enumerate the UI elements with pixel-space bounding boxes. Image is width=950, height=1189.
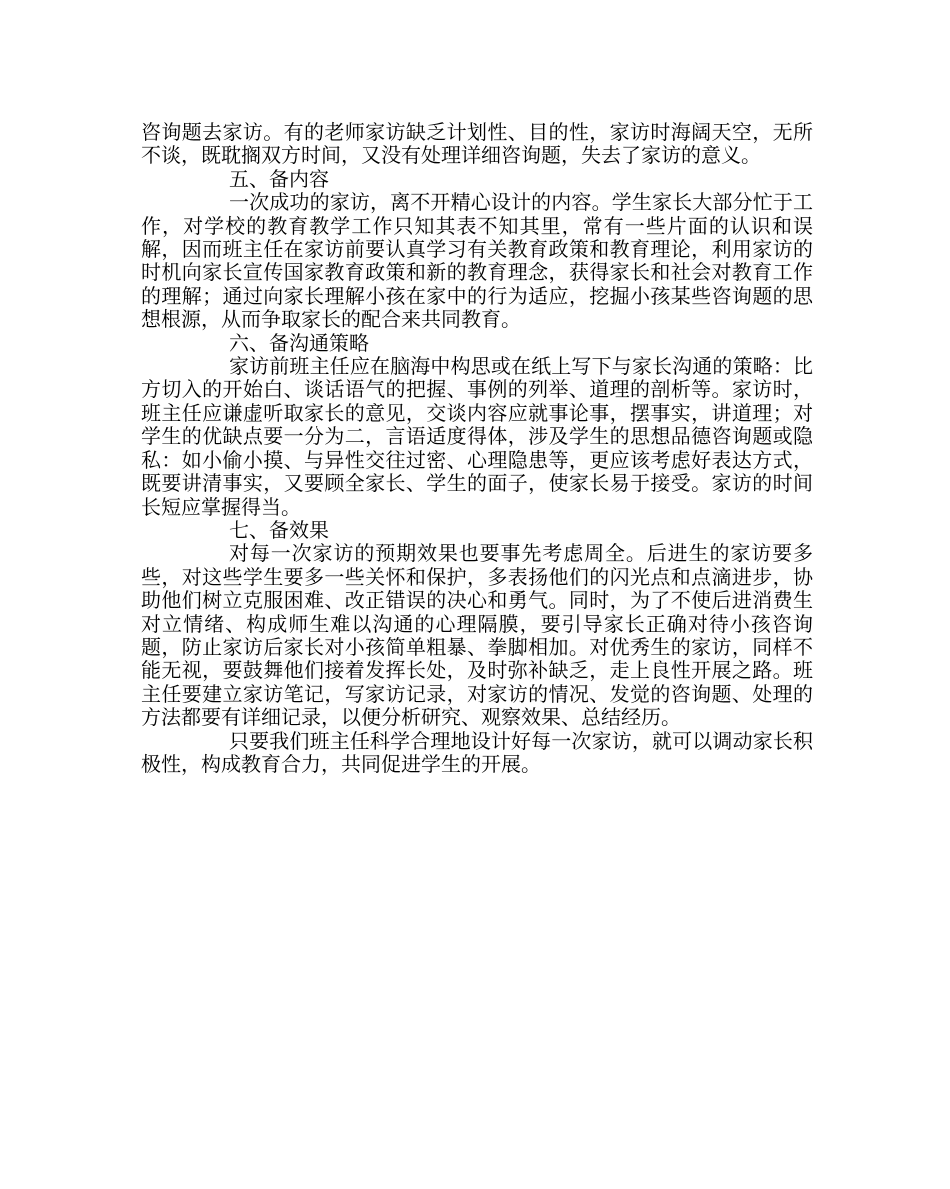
paragraph-conclusion: 只要我们班主任科学合理地设计好每一次家访，就可以调动家长积极性，构成教育合力，共同促进学生的开展。: [141, 728, 813, 776]
paragraph-continued: 咨询题去家访。有的老师家访缺乏计划性、目的性，家访时海阔天空，无所不谈，既耽搁双方时间，又没有处理详细咨询题，失去了家访的意义。: [141, 120, 813, 168]
section-heading-content: 五、备内容: [229, 166, 329, 191]
section-heading-communication: 六、备沟通策略: [229, 330, 369, 355]
paragraph-effect: 对每一次家访的预期效果也要事先考虑周全。后进生的家访要多些，对这些学生要多一些关怀和保护，多表扬他们的闪光点和点滴进步，协助他们树立克服困难、改正错误的决心和勇气。同时，为了不使后进消费生对立情绪、构成师生难以沟通的心理隔膜，要引导家长正确对待小孩咨询题，防止家访后家长对小孩简单粗暴、拳脚相加。对优秀生的家访，同样不能无视，要鼓舞他们接着发挥长处，及时弥补缺乏，走上良性开展之路。班主任要建立家访笔记，写家访记录，对家访的情况、发觉的咨询题、处理的方法都要有详细记录，以便分析研究、观察效果、总结经历。: [141, 541, 813, 730]
paragraph-communication: 家访前班主任应在脑海中构思或在纸上写下与家长沟通的策略：比方切入的开始白、谈话语气的把握、事例的列举、道理的剖析等。家访时，班主任应谦虚听取家长的意见，交谈内容应就事论事，摆事实，讲道理；对学生的优缺点要一分为二，言语适度得体，涉及学生的思想品德咨询题或隐私：如小偷小摸、与异性交往过密、心理隐患等，更应该考虑好表达方式，既要讲清事实，又要顾全家长、学生的面子，使家长易于接受。家访的时间长短应掌握得当。: [141, 354, 813, 519]
document-body: [141, 121, 813, 776]
paragraph-content: 一次成功的家访，离不开精心设计的内容。学生家长大部分忙于工作，对学校的教育教学工作只知其表不知其里，常有一些片面的认识和误解，因而班主任在家访前要认真学习有关教育政策和教育理论，利用家访的时机向家长宣传国家教育政策和新的教育理念，获得家长和社会对教育工作的理解；通过向家长理解小孩在家中的行为适应，挖掘小孩某些咨询题的思想根源，从而争取家长的配合来共同教育。: [141, 190, 813, 332]
section-heading-effect: 七、备效果: [229, 517, 329, 542]
